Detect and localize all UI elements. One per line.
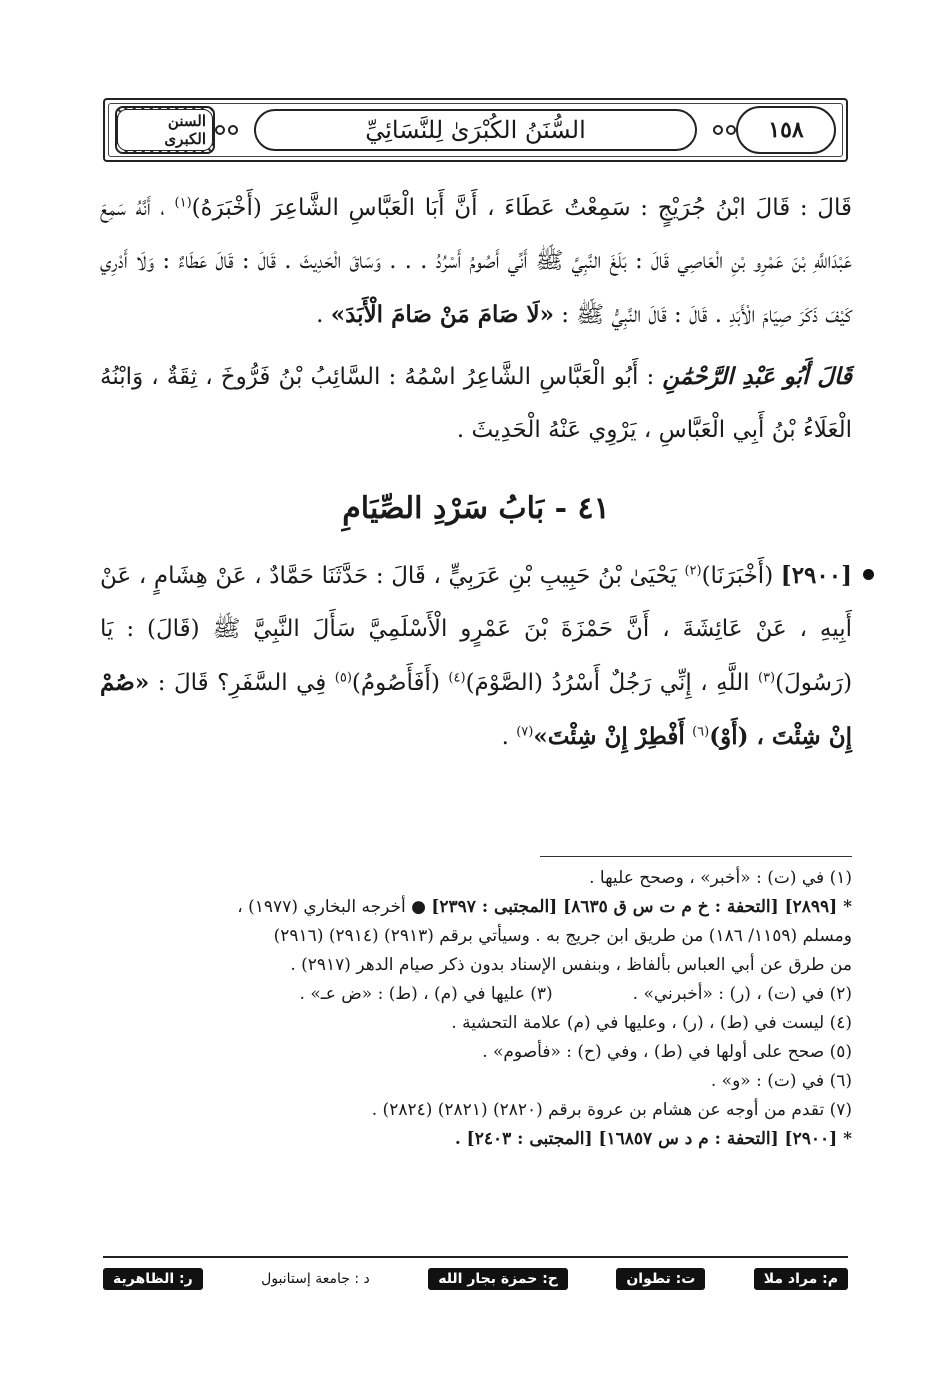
key-m: م: مراد ملا bbox=[754, 1268, 848, 1290]
bottom-rule bbox=[103, 1256, 848, 1258]
chapter-heading: ٤١ - بَابُ سَرْدِ الصِّيَامِ bbox=[342, 491, 610, 526]
hadith-quote-b: أَفْطِرْ إِنْ شِئْتَ» bbox=[533, 723, 685, 750]
footnote-6: (٦) في (ت) : «و» . bbox=[710, 1071, 852, 1091]
footnote-ref-2[interactable]: (٢) bbox=[684, 563, 702, 579]
hadith-akhbarana: (أَخْبَرَنَا) bbox=[701, 563, 774, 589]
key-h: ح: حمزة بجار الله bbox=[428, 1268, 568, 1290]
passage-paragraph bbox=[100, 182, 852, 342]
footnote-4: (٤) ليست في (ط) ، (ر) ، وعليها في (م) علامة التحشية . bbox=[451, 1013, 852, 1033]
prophet-quote: «لَا صَامَ مَنْ صَامَ الْأَبَدَ» bbox=[330, 301, 554, 328]
bullet-icon bbox=[863, 569, 874, 580]
takhrij-2900-ref: * [٢٩٠٠] [التحفة : م د س ١٦٨٥٧] [المجتبى : ٢٤٠٣] . bbox=[454, 1129, 852, 1149]
header-ornament-right bbox=[713, 125, 736, 135]
footnote-2899-line-2: ومسلم (١١٥٩/ ١٨٦) من طريق ابن جريج به . وسيأتي برقم (٢٩١٣) (٢٩١٤) (٢٩١٦) bbox=[273, 926, 852, 946]
footnotes bbox=[100, 864, 852, 1154]
footnote-7: (٧) تقدم من أوجه عن هشام بن عروة برقم (٢٨٢٠) (٢٨٢١) (٢٨٢٤) . bbox=[371, 1100, 852, 1120]
footnote-1: (١) في (ت) : «أخبر» ، وصحح عليها . bbox=[589, 868, 852, 888]
passage-line-2: سَمِعَ عَبْدَاللَّهِ بْنَ عَمْرِو بْنِ الْعَاصِي قَالَ : بَلَغَ النَّبِيَّ ﷺ أَنِّي أَصُومُ أَسْرُدُ . . . bbox=[100, 195, 852, 274]
key-t: ت: تطوان bbox=[616, 1268, 705, 1290]
hadith-text-3b: اللَّهِ ، إِنِّي رَجُلٌ أَسْرُدُ (الصَّوْمَ) bbox=[465, 670, 750, 696]
footnote-separator bbox=[540, 856, 852, 857]
main-text bbox=[100, 182, 852, 764]
hadith-2900 bbox=[100, 549, 852, 764]
footnote-ref-1[interactable]: (١) bbox=[174, 195, 192, 211]
manuscript-key-bar bbox=[103, 1264, 848, 1294]
page-number: ١٥٨ bbox=[736, 106, 836, 154]
hadith-text-4a: السَّفَرِ؟ قَالَ : bbox=[157, 670, 288, 696]
hadith-text-3c: (أَفَأَصُومُ) bbox=[351, 670, 440, 696]
footnote-2900 bbox=[100, 1125, 852, 1154]
footnote-ref-7[interactable]: (٧) bbox=[516, 724, 534, 740]
hadith-text-3d: فِي bbox=[296, 670, 327, 696]
emblem-text: السنن الكبرى bbox=[117, 109, 213, 151]
header-ornament-left bbox=[215, 125, 238, 135]
footnote-5: (٥) صحح على أولها في (ط) ، وفي (ح) : «فأصوم» . bbox=[482, 1042, 852, 1062]
passage-line-1: قَالَ : قَالَ ابْنُ جُرَيْجٍ : سَمِعْتُ عَطَاءَ ، أَنَّ أَبَا الْعَبَّاسِ الشَّاعِرَ (أَخْبَرَهُ) bbox=[191, 195, 853, 221]
note-text-2: الْعَلَاءُ بْنُ أَبِي الْعَبَّاسِ ، يَرْوِي عَنْهُ الْحَدِيثَ . bbox=[456, 417, 852, 443]
hadith-text-2: هِشَامٍ ، عَنْ أَبِيهِ ، عَنْ عَائِشَةَ ، أَنَّ حَمْزَةَ بْنَ عَمْرٍو الْأَسْلَمِيَّ سَأَلَ النَّبِيَّ ﷺ bbox=[100, 563, 852, 642]
abu-abdurrahman-note bbox=[100, 350, 852, 457]
note-text-1: : أَبُو الْعَبَّاسِ الشَّاعِرُ اسْمُهُ : السَّائِبُ بْنُ فَرُّوخَ ، ثِقَةٌ ، وَابْنُهُ bbox=[100, 364, 655, 390]
key-r: ر: الظاهرية bbox=[103, 1268, 203, 1290]
hadith-text-4-end: . bbox=[501, 724, 509, 750]
hadith-quote-a: «صُمْ إِنْ شِئْتَ ، (أَوْ) bbox=[100, 669, 852, 750]
hadith-text-3a: (قَالَ) : يَا (رَسُولَ) bbox=[100, 616, 853, 696]
footnote-ref-3[interactable]: (٣) bbox=[757, 670, 776, 686]
passage-line-4: النَّبِيُّ ﷺ : bbox=[561, 302, 642, 328]
footnote-3: (٣) عليها في (م) ، (ط) : «ض عـ» . bbox=[299, 984, 553, 1004]
footnote-2: (٢) في (ت) ، (ر) : «أخبرني» . bbox=[632, 984, 852, 1004]
footnote-ref-5[interactable]: (٥) bbox=[334, 670, 352, 686]
footnote-2-3-row bbox=[100, 980, 852, 1009]
key-d: د : جامعة إستانبول bbox=[261, 1271, 370, 1287]
footnote-ref-4[interactable]: (٤) bbox=[448, 670, 466, 686]
book-emblem-icon bbox=[115, 106, 215, 154]
footnote-ref-6[interactable]: (٦) bbox=[692, 724, 710, 740]
passage-line-4-end: . bbox=[316, 302, 324, 328]
hadith-text-1: يَحْيَىٰ بْنُ حَبِيبِ بْنِ عَرَبِيٍّ ، قَالَ : حَدَّثَنَا حَمَّادٌ ، عَنْ bbox=[215, 563, 677, 589]
note-lead: قَالَ أَبُو عَبْدِ الرَّحْمَٰنِ bbox=[662, 363, 852, 390]
hadith-number: [٢٩٠٠] bbox=[780, 562, 852, 589]
footnote-2899-line-1 bbox=[100, 893, 852, 922]
page-header bbox=[103, 98, 848, 162]
takhrij-2899-ref: * [٢٨٩٩] [التحفة : خ م ت س ق ٨٦٣٥] [المجتبى : ٢٣٩٧] bbox=[431, 897, 852, 917]
running-title: السُّنَنُ الكُبْرَىٰ لِلنَّسَائِيِّ bbox=[254, 109, 697, 151]
passage-line-3: وَسَاقَ الْحَدِيثَ . قَالَ : قَالَ عَطَاءٌ : وَلَا أَدْرِي كَيْفَ ذَكَرَ صِيَامَ الْأَبَدِ . قَالَ : قَالَ bbox=[100, 248, 852, 328]
footnote-2899-line-3: من طرق عن أبي العباس بألفاظ ، وبنفس الإسناد بدون ذكر صيام الدهر (٢٩١٧) . bbox=[290, 955, 852, 975]
takhrij-2899-start: ● أخرجه البخاري (١٩٧٧) ، bbox=[237, 897, 426, 917]
passage-line-1-end: ، أَنَّهُ bbox=[135, 195, 165, 221]
